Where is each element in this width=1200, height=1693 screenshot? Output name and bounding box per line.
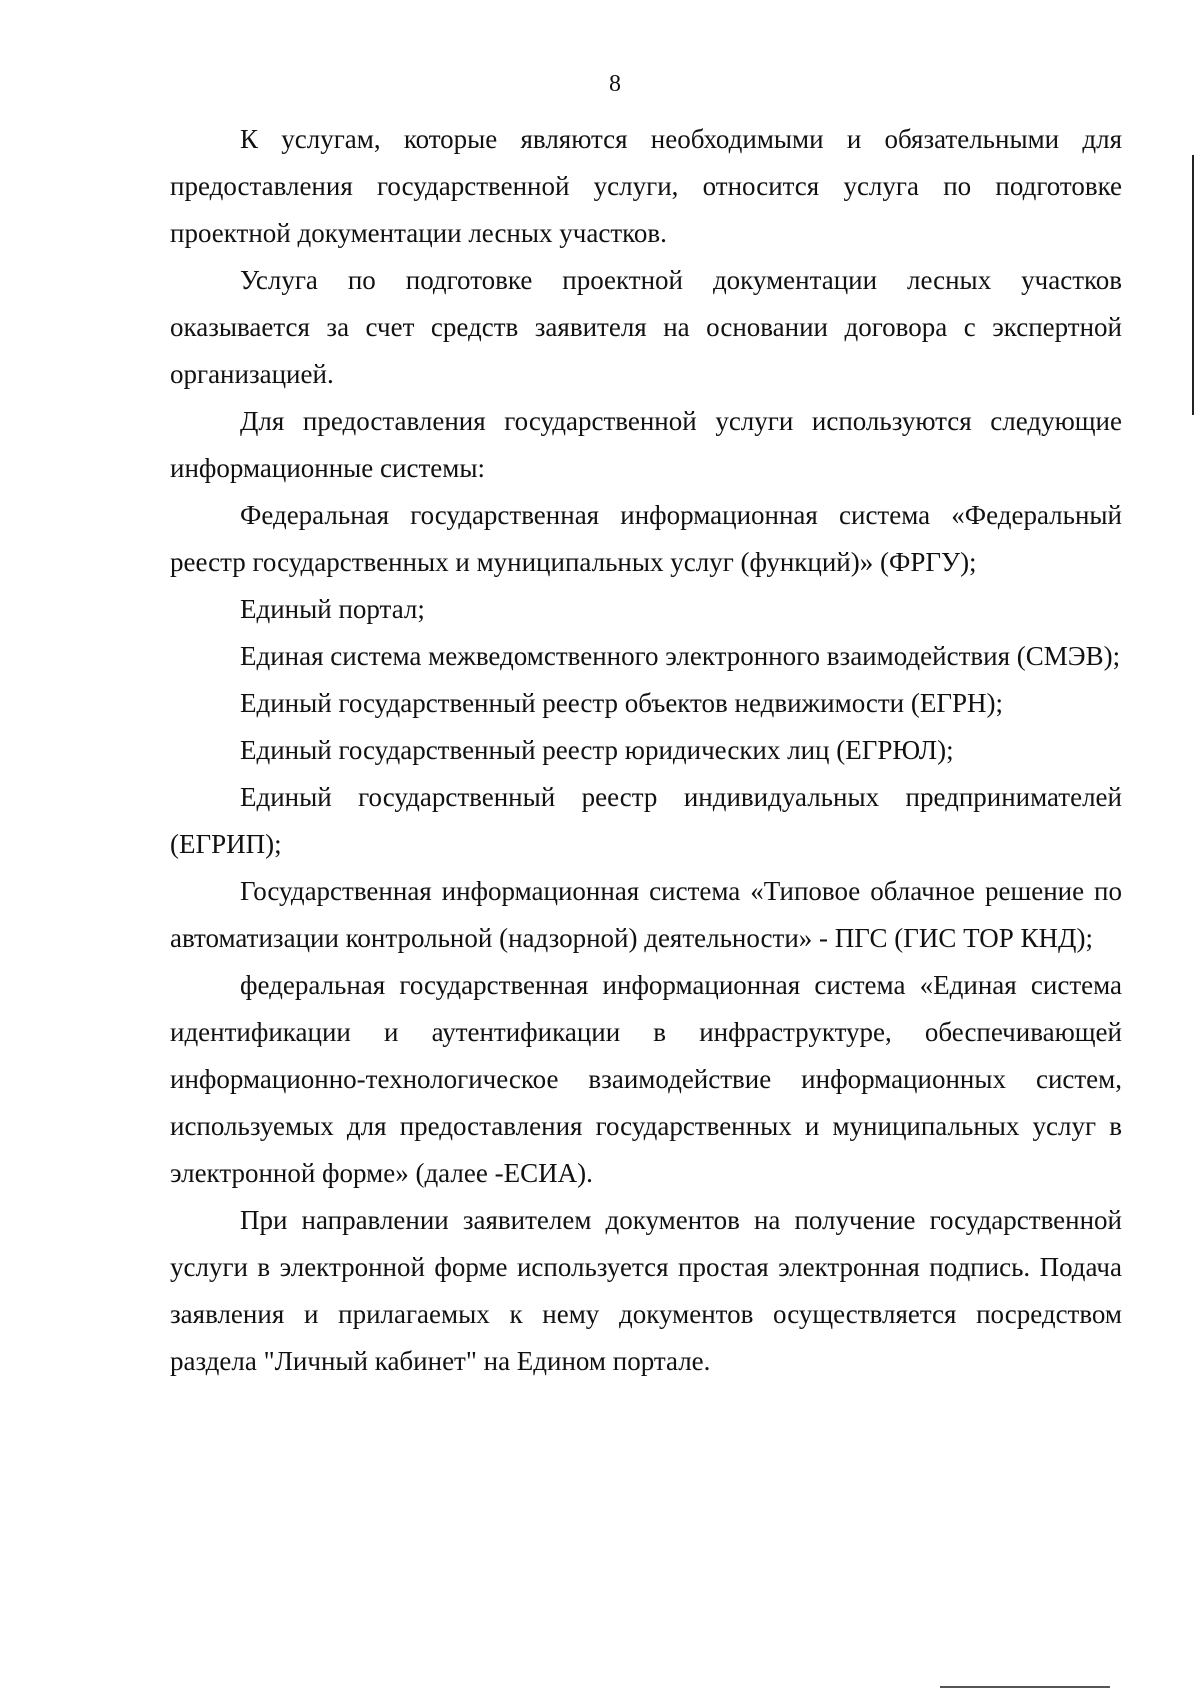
paragraph-required-services: К услугам, которые являются необходимыми и обязательными для предоставления государственной услуги, относится услуга по подготовке проектной документации лесных участков. — [170, 124, 1122, 248]
list-item-smev: Единая система межведомственного электронного взаимодействия (СМЭВ); — [240, 641, 1121, 671]
page-number: 8 — [609, 71, 621, 97]
list-item-unified-portal: Единый портал; — [240, 594, 425, 624]
paragraph-service-payment: Услуга по подготовке проектной документации лесных участков оказывается за счет средств заявителя на основании договора с экспертной организацией. — [170, 265, 1122, 389]
list-item-egrul: Единый государственный реестр юридических лиц (ЕГРЮЛ); — [240, 735, 954, 765]
list-item-frgu: Федеральная государственная информационная система «Федеральный реестр государственных и муниципальных услуг (функций)» (ФРГУ); — [170, 500, 1122, 577]
footer-rule — [940, 1686, 1110, 1688]
list-item-gis-tor-knd: Государственная информационная система «Типовое облачное решение по автоматизации контрольной (надзорной) деятельности» - ПГС (ГИС ТОР КНД); — [170, 876, 1122, 953]
list-item-egrip: Единый государственный реестр индивидуальных предпринимателей (ЕГРИП); — [170, 782, 1122, 859]
scan-edge-mark — [1192, 155, 1194, 415]
list-item-esia: федеральная государственная информационная система «Единая система идентификации и аутентификации в инфраструктуре, обеспечивающей информационно-технологическое взаимодействие информационных систем, используемых для предоставления государственных и муниципальных услуг в электронной форме» (далее -ЕСИА). — [170, 970, 1122, 1188]
list-item-egrn: Единый государственный реестр объектов недвижимости (ЕГРН); — [240, 688, 1003, 718]
paragraph-information-systems-intro: Для предоставления государственной услуги используются следующие информационные системы: — [170, 406, 1122, 483]
document-body — [170, 116, 1122, 1385]
paragraph-electronic-signature: При направлении заявителем документов на получение государственной услуги в электронной форме используется простая электронная подпись. Подача заявления и прилагаемых к нему документов осуществляется посредством раздела "Личный кабинет" на Едином портале. — [170, 1205, 1122, 1376]
